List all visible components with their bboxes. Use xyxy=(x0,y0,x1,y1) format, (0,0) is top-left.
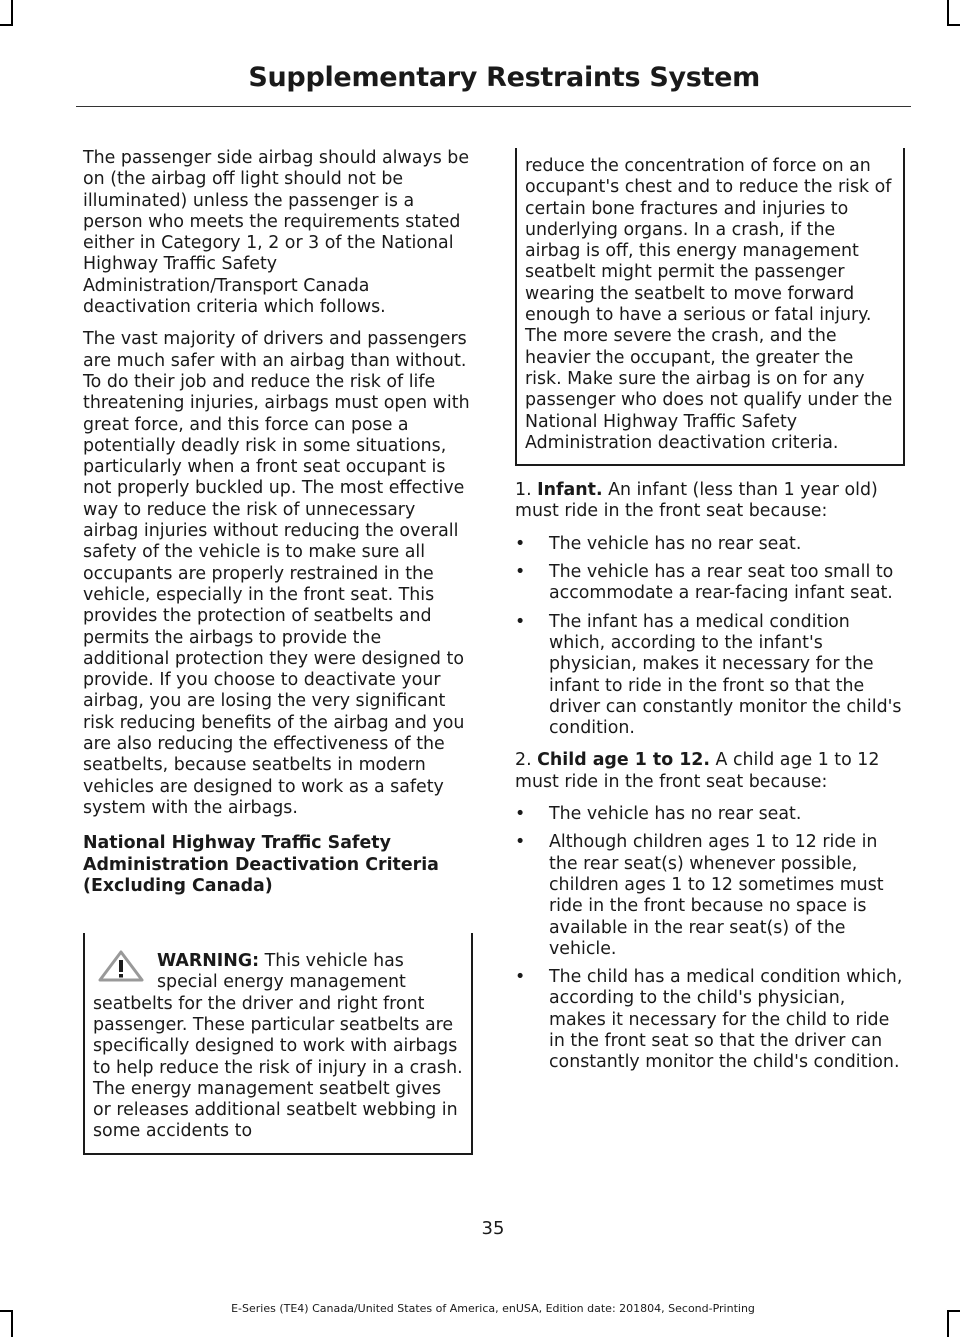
right-column xyxy=(515,148,905,1085)
category-2-number: 2. xyxy=(515,750,538,771)
crop-mark-top-right-h xyxy=(947,24,960,26)
category-1-number: 1. xyxy=(515,480,538,501)
category-1-label: Infant. xyxy=(537,480,603,501)
section-heading: National Highway Traffic Safety Administration Deactivation Criteria (Excluding Canada) xyxy=(83,833,439,896)
warning-box xyxy=(83,933,473,1155)
list-item: • The vehicle has no rear seat. xyxy=(515,804,905,825)
list-item: • The infant has a medical condition which, according to the infant's physician, makes it necessary for the infant to ride in the front so that the driver can constantly monitor the child's condition. xyxy=(515,612,905,740)
header-divider xyxy=(76,106,911,107)
crop-mark-top-left-h xyxy=(0,24,13,26)
list-item: • The vehicle has no rear seat. xyxy=(515,534,905,555)
crop-mark-top-right-v xyxy=(947,0,949,26)
warning-label: WARNING: xyxy=(157,951,260,972)
warning-text: This vehicle has special energy management seatbelts for the driver and right front passenger. These particular seatbelts are specifically designed to work with airbags to help reduce the risk of injury in a crash. The energy management seatbelt gives or releases additional seatbelt webbing in some accidents to xyxy=(93,951,463,1142)
category-2-intro xyxy=(515,750,905,793)
category-2-text: A child age 1 to 12 must ride in the front seat because: xyxy=(515,750,880,792)
page-title: Supplementary Restraints System xyxy=(248,62,760,93)
category-1-intro xyxy=(515,480,905,523)
airbag-safety-paragraph: The vast majority of drivers and passengers are much safer with an airbag than without. To do their job and reduce the risk of life threatening injuries, airbags must open with great force, and this force can pose a potentially deadly risk in some situations, particularly when a front seat occupant is not properly buckled up. The most effective way to reduce the risk of unnecessary airbag injuries without reducing the overall safety of the vehicle is to make sure all occupants are properly restrained in the vehicle, especially in the front seat. This provides the protection of seatbelts and permits the airbags to provide the additional protection they were designed to provide. If you choose to deactivate your airbag, you are losing the very significant risk reducing benefits of the airbag and you are also reducing the effectiveness of the seatbelts, because seatbelts in modern vehicles are designed to work as a safety system with the airbags. xyxy=(83,329,470,818)
list-item: • The child has a medical condition which, according to the child's physician, makes it necessary for the child to ride in the front seat so that the driver can constantly monitor the child's condition. xyxy=(515,967,905,1073)
category-2-label: Child age 1 to 12. xyxy=(537,750,711,771)
warning-box-continued xyxy=(515,148,905,466)
page-number: 35 xyxy=(481,1218,505,1239)
list-item: • Although children ages 1 to 12 ride in the rear seat(s) whenever possible, children ages 1 to 12 sometimes must ride in the front because no space is available in the rear seat(s) of the vehicle. xyxy=(515,832,905,960)
left-column xyxy=(83,148,473,1155)
category-2-list xyxy=(515,804,905,1074)
crop-mark-top-left-v xyxy=(11,0,13,26)
warning-triangle-icon xyxy=(97,949,145,983)
intro-paragraph: The passenger side airbag should always be on (the airbag off light should not be illuminated) unless the passenger is a person who meets the requirements stated either in Category 1, 2 or 3 of the National Highway Traffic Safety Administration/Transport Canada deactivation criteria which follows. xyxy=(83,148,470,318)
edition-footer: E-Series (TE4) Canada/United States of America, enUSA, Edition date: 201804, Second-Printing xyxy=(231,1302,755,1315)
warning-text-continued: reduce the concentration of force on an occupant's chest and to reduce the risk of certain bone fractures and injuries to underlying organs. In a crash, if the airbag is off, this energy management seatbelt might permit the passenger wearing the seatbelt to move forward enough to have a serious or fatal injury. The more severe the crash, and the heavier the occupant, the greater the risk. Make sure the airbag is on for any passenger who does not qualify under the National Highway Traffic Safety Administration deactivation criteria. xyxy=(525,156,893,453)
category-1-text: An infant (less than 1 year old) must ride in the front seat because: xyxy=(515,480,878,522)
category-1-list xyxy=(515,534,905,740)
list-item: • The vehicle has a rear seat too small to accommodate a rear-facing infant seat. xyxy=(515,562,905,605)
